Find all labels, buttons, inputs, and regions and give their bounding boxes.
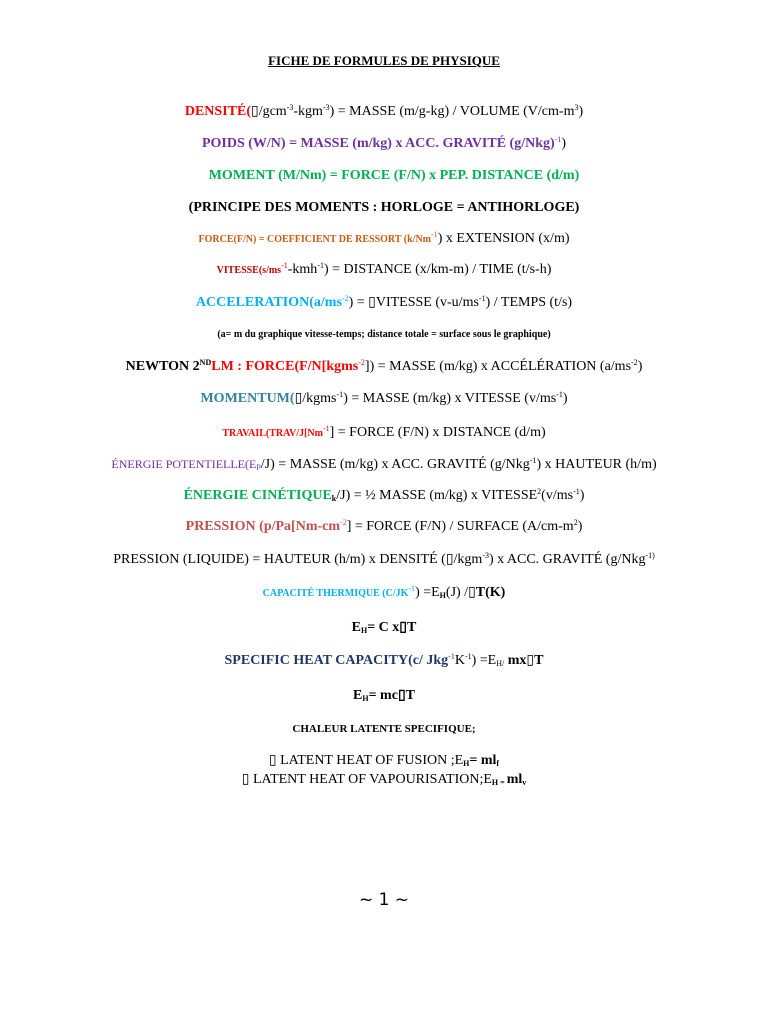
formula-energie-potentielle: ÉNERGIE $POTENTIELLE(E_P/J)$ = MASSE (m/kg) x ACC. GRAVITÉ (g/Nkg$^{-1}$) x HAUTEUR (h/m) <box>111 456 657 472</box>
page-title: FICHE DE FORMULES DE PHYSIQUE <box>268 53 500 68</box>
formula-latent-fusion: ▯ LATENT HEAT OF FUSION $;E_H= ml_f$ <box>268 753 500 768</box>
missing-glyph-icon: ▯ <box>445 552 454 567</box>
formula-specific-heat: SPECIFIC HEAT CAPACITY(c/ $Jkg^{-1}K^{-1}) =E_{H/}$ mx▯T <box>224 652 544 668</box>
formula-densite: DENSITÉ(▯/gcm$^{-3}$-kgm$^{-3}$) = MASSE (m/g-kg) / VOLUME $(V/cm-m^3)$ <box>184 103 584 119</box>
formula-principe: (PRINCIPE DES MOMENTS : HORLOGE = ANTIHORLOGE) <box>188 200 580 215</box>
formula-eh-mcdt: $E_H=$ mc▯T <box>353 688 415 703</box>
missing-glyph-icon: ▯ <box>399 620 408 635</box>
heading-chaleur-latente: CHALEUR LATENTE SPECIFIQUE; <box>292 723 476 735</box>
missing-glyph-icon: ▯ <box>250 104 259 119</box>
missing-glyph-icon: ▯ <box>294 391 303 406</box>
formula-momentum: MOMENTUM(▯/kgms$^{-1}$) = MASSE (m/kg) x VITESSE $(v/ms^{-1})$ <box>200 390 568 406</box>
missing-glyph-icon: ▯ <box>468 585 476 600</box>
densite-rhs: = MASSE (m/g-kg) / VOLUME (V/cm-m <box>334 104 575 119</box>
formula-moment: MOMENT (M/Nm) = FORCE (F/N) x PEP. DISTANCE (d/m) <box>208 168 580 183</box>
formula-eh-cdt: $E_H= C$ x▯T <box>351 620 417 635</box>
missing-glyph-icon: ▯ <box>526 653 535 668</box>
formula-energie-cinetique: ÉNERGIE $CINÉTIQUE_k/J$) = ½ MASSE (m/kg) x $VITESSE^2(v/ms^{-1})$ <box>183 487 585 503</box>
bullet-icon: ▯ <box>241 772 250 787</box>
formula-pression-liquide: PRESSION (LIQUIDE) = HAUTEUR (h/m) x DENSITÉ (▯/kgm$^{-3}$) x ACC. GRAVITÉ (g/Nkg$^{-1)}$ <box>113 551 655 567</box>
formula-newton: NEWTON 2NDLM : FORCE(F/N[kgms$^{-2}$]) = MASSE (m/kg) x ACCÉLÉRATION $(a/ms^{-2})$ <box>125 358 643 374</box>
formula-force: FORCE(F/N) = COEFFICIENT DE RESSORT $(k/Nm^{-1})$ x EXTENSION (x/m) <box>198 230 570 246</box>
acceleration-note: (a= m du graphique vitesse-temps; distance totale = surface sous le graphique) <box>217 329 551 340</box>
formula-travail: $TRAVAIL(TRAV/J[Nm^{-1}]$ = FORCE (F/N) x DISTANCE (d/m) <box>222 424 546 440</box>
formula-pression: PRESSION ($p/Pa[Nm-cm^{-2}]$ = FORCE (F/N) / SURFACE $(A/cm-m^2)$ <box>185 518 583 534</box>
bullet-icon: ▯ <box>268 753 277 768</box>
formula-acceleration: $ACCELERATION(a/ms^{-2})$ = ▯VITESSE $(v-u/ms^{-1})$ / TEMPS (t/s) <box>195 294 573 310</box>
densite-label: DENSITÉ( <box>184 104 251 119</box>
page-number: ~ 1 ~ <box>358 890 410 910</box>
formula-poids: POIDS (W/N) = MASSE (m/kg) x ACC. GRAVITÉ $(g/Nkg)^{-1}$) <box>201 135 567 151</box>
missing-glyph-icon: ▯ <box>368 295 376 310</box>
formula-latent-vapour: ▯ LATENT HEAT OF $VAPOURISATION;E_{H =}$ $ml_v$ <box>241 772 527 787</box>
formula-capacite-thermique: CAPACITÉ THERMIQUE $(C/JK^{-1}) =E_H(J)$ /▯T(K) <box>262 584 506 600</box>
formula-vitesse: $VITESSE(s/ms^{-1}-kmh^{-1})$ = DISTANCE (x/km-m) / TIME (t/s-h) <box>216 261 552 277</box>
missing-glyph-icon: ▯ <box>397 688 406 703</box>
